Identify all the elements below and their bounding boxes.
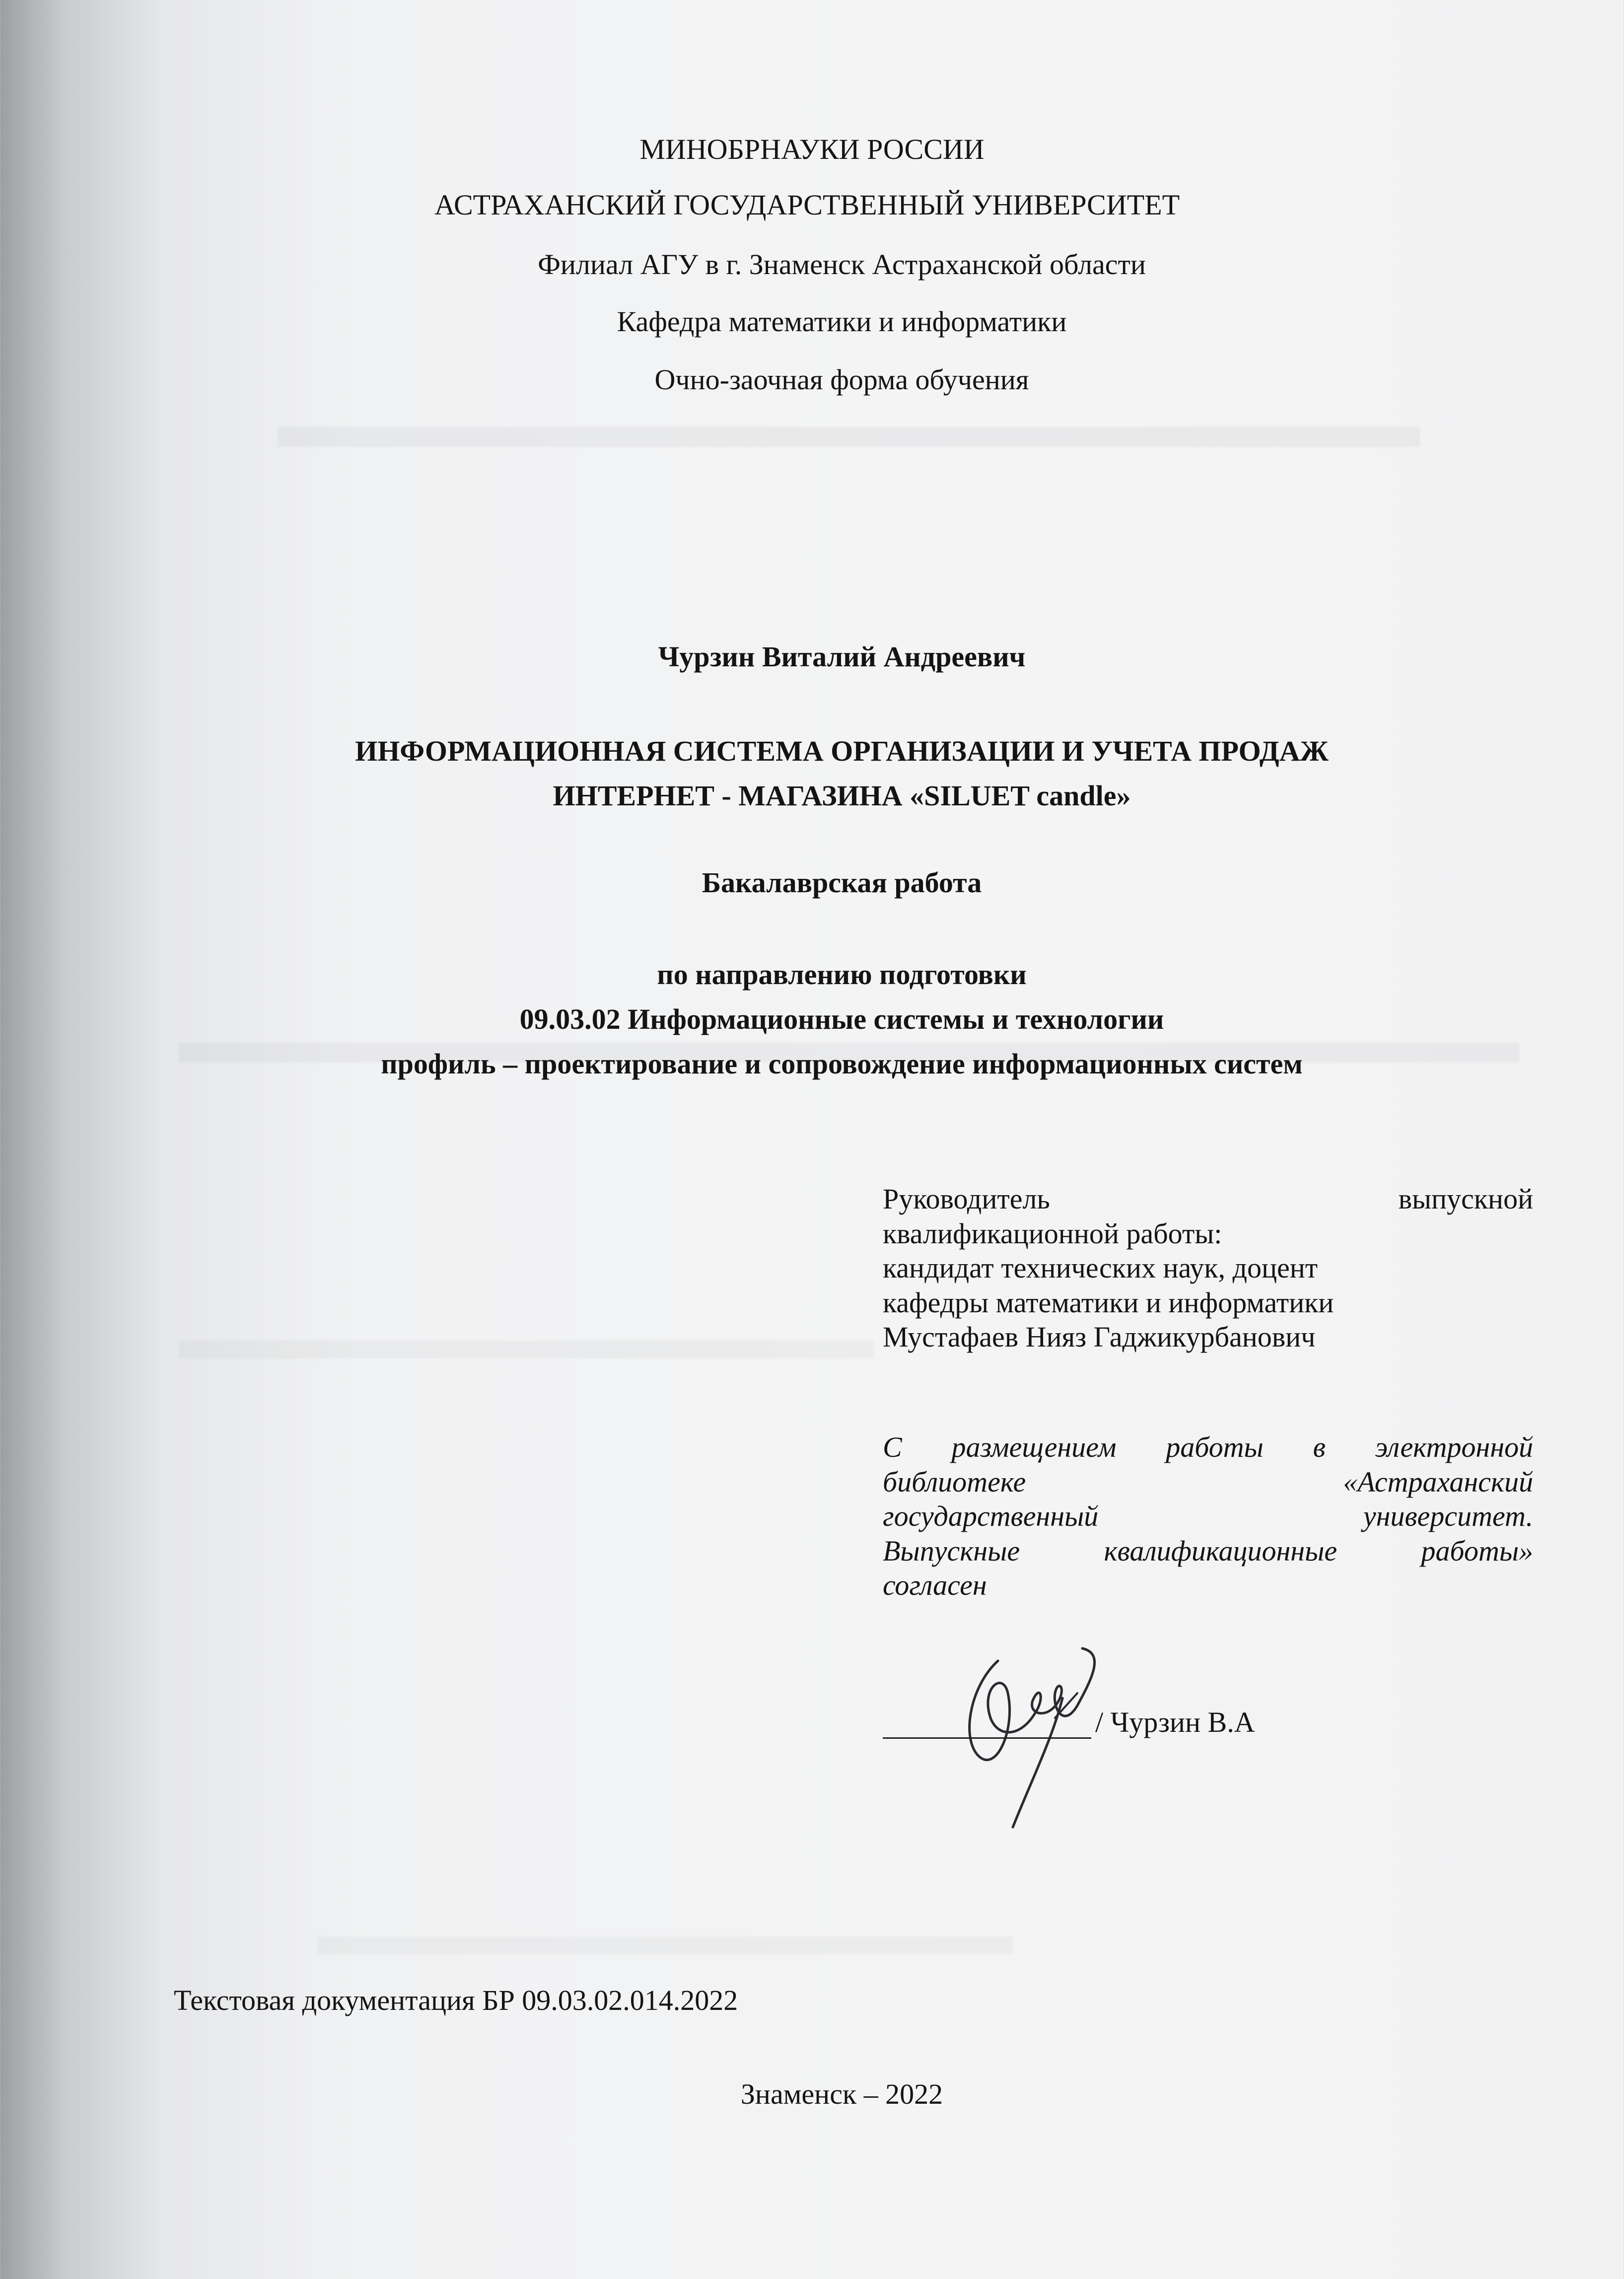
direction-line1: по направлению подготовки (657, 958, 1027, 991)
advisor-department: кафедры математики и информатики (883, 1286, 1334, 1319)
thesis-title-line1: ИНФОРМАЦИОННАЯ СИСТЕМА ОРГАНИЗАЦИИ И УЧЕТА ПРОДАЖ (355, 735, 1329, 767)
bleed-through-mark (278, 427, 1420, 447)
work-type: Бакалаврская работа (702, 866, 982, 899)
city-year: Знаменск – 2022 (740, 2078, 943, 2110)
university-line: АСТРАХАНСКИЙ ГОСУДАРСТВЕННЫЙ УНИВЕРСИТЕТ (434, 189, 1180, 221)
bleed-through-mark (318, 1936, 1013, 1954)
consent-word: университет. (1363, 1500, 1533, 1533)
bleed-through-mark (179, 1341, 874, 1358)
branch-line: Филиал АГУ в г. Знаменск Астраханской области (538, 248, 1146, 281)
consent-word: библиотеке (883, 1465, 1026, 1498)
consent-word: электронной (1375, 1431, 1533, 1463)
consent-word: Выпускные (883, 1534, 1020, 1567)
consent-line1 (883, 1430, 1533, 1465)
advisor-block (883, 1182, 1533, 1354)
consent-word: размещением (951, 1431, 1117, 1463)
consent-word: в (1313, 1431, 1326, 1463)
consent-line3 (883, 1499, 1533, 1534)
advisor-word: Руководитель (883, 1183, 1050, 1215)
document-code: Текстовая документация БР 09.03.02.014.2022 (174, 1984, 738, 2016)
direction-line2: 09.03.02 Информационные системы и технологии (519, 1003, 1164, 1035)
ministry-line: МИНОБРНАУКИ РОССИИ (639, 133, 985, 165)
advisor-line2: квалификационной работы: (883, 1217, 1222, 1250)
signature-row (883, 1706, 1255, 1739)
thesis-title-line2: ИНТЕРНЕТ - МАГАЗИНА «SILUET candle» (553, 780, 1131, 812)
consent-line5: согласен (883, 1569, 987, 1602)
author-name: Чурзин Виталий Андреевич (658, 641, 1026, 673)
advisor-degree: кандидат технических наук, доцент (883, 1252, 1318, 1284)
advisor-word: выпускной (1398, 1183, 1533, 1215)
department-line: Кафедра математики и информатики (617, 305, 1067, 338)
consent-word: С (883, 1431, 902, 1463)
advisor-name: Мустафаев Нияз Гаджикурбанович (883, 1321, 1316, 1353)
direction-profile: профиль – проектирование и сопровождение информационных систем (381, 1048, 1303, 1080)
signature-name: / Чурзин В.А (1095, 1706, 1255, 1738)
consent-word: работы (1166, 1431, 1264, 1463)
advisor-line1 (883, 1182, 1533, 1216)
consent-word: квалификационные (1104, 1534, 1338, 1567)
consent-word: государственный (883, 1500, 1099, 1533)
consent-line2 (883, 1465, 1533, 1499)
consent-word: «Астраханский (1343, 1465, 1533, 1498)
consent-line4 (883, 1534, 1533, 1568)
consent-block (883, 1430, 1533, 1603)
signature-line (883, 1709, 1091, 1739)
study-form-line: Очно-заочная форма обучения (654, 363, 1029, 396)
consent-word: работы» (1421, 1534, 1533, 1567)
